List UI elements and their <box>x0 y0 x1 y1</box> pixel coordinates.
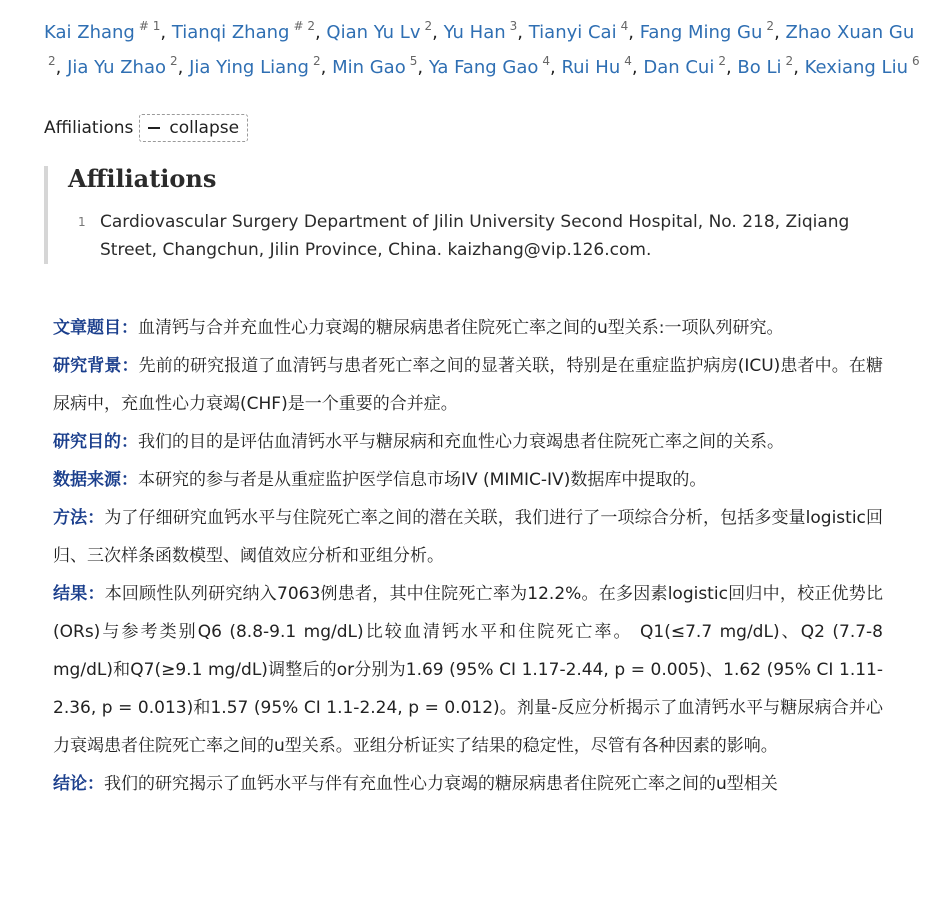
author-affiliation-ref[interactable]: 4 <box>542 54 550 68</box>
author-link[interactable]: Ya Fang Gao <box>428 57 539 78</box>
affiliations-label: Affiliations <box>44 118 134 138</box>
author-link[interactable]: Fang Ming Gu <box>639 22 763 43</box>
summary-paragraph-results <box>53 575 883 765</box>
author-separator: , <box>417 57 429 78</box>
summary-paragraph-conclusion <box>53 765 883 803</box>
author-affiliation-ref[interactable]: 2 <box>170 54 178 68</box>
summary-text: 本研究的参与者是从重症监护医学信息市场IV (MIMIC-IV)数据库中提取的。 <box>138 470 707 490</box>
summary-label: 结果： <box>53 584 105 604</box>
author-link[interactable]: Yu Han <box>443 22 506 43</box>
summary-label: 方法： <box>53 508 105 528</box>
author-separator: , <box>550 57 562 78</box>
author-separator: , <box>160 22 172 43</box>
author-affiliation-ref[interactable]: 2 <box>766 19 775 33</box>
summary-label: 数据来源： <box>53 470 138 490</box>
author-link[interactable]: Rui Hu <box>561 57 621 78</box>
author-affiliation-ref[interactable]: # 2 <box>293 19 315 33</box>
author-link[interactable]: Zhao Xuan Gu <box>785 22 915 43</box>
author-affiliation-ref[interactable]: 3 <box>509 19 518 33</box>
affiliations-toggle-row <box>44 112 248 144</box>
author-affiliation-ref[interactable]: 2 <box>785 54 794 68</box>
summary-text: 本回顾性队列研究纳入7063例患者，其中住院死亡率为12.2%。在多因素logistic回归中，校正优势比(ORs)与参考类别Q6 (8.8-9.1 mg/dL)比较血清钙水平和住院死亡率。 Q1(≤7.7 mg/dL)、Q2 (7.7-8 mg/dL)和Q7(≥9.1 mg/dL)调整后的or分别为1.69 (95% CI 1.17-2.44, p = 0.005)、1.62 (95% CI 1.11-2.36, p = 0.013)和1.57 (95% CI 1.1-2.24, p = 0.012)。剂量-反应分析揭示了血清钙水平与糖尿病合并心力衰竭患者住院死亡率之间的u型关系。亚组分析证实了结果的稳定性，尽管有各种因素的影响。 <box>53 584 884 756</box>
summary-paragraph-background <box>53 347 883 423</box>
author-separator: , <box>774 22 786 43</box>
author-affiliation-ref[interactable]: # 1 <box>138 19 161 33</box>
collapse-button[interactable] <box>139 114 248 142</box>
summary-paragraph-objective <box>53 423 883 461</box>
author-separator: , <box>517 22 529 43</box>
author-affiliation-ref[interactable]: 4 <box>620 19 629 33</box>
author-separator: , <box>177 57 190 78</box>
summary-label: 结论： <box>53 774 104 794</box>
minus-icon <box>148 127 160 129</box>
author-link[interactable]: Qian Yu Lv <box>326 22 421 43</box>
author-affiliation-ref[interactable]: 2 <box>48 54 56 68</box>
summary-label: 研究目的： <box>53 432 138 452</box>
author-separator: , <box>55 57 68 78</box>
author-list <box>44 12 924 82</box>
summary-paragraph-data-source <box>53 461 883 499</box>
author-separator: , <box>793 57 805 78</box>
author-link[interactable]: Jia Yu Zhao <box>67 57 166 78</box>
affiliation-number: 1 <box>78 215 86 229</box>
affiliation-text: Cardiovascular Surgery Department of Jilin University Second Hospital, No. 218, Ziqiang Street, Changchun, Jilin Province, China. kaizhang@vip.126.com. <box>100 212 850 260</box>
summary-paragraph-title <box>53 309 883 347</box>
summary-text: 我们的研究揭示了血钙水平与伴有充血性心力衰竭的糖尿病患者住院死亡率之间的u型相关 <box>104 774 778 794</box>
author-separator: , <box>320 57 333 78</box>
author-affiliation-ref[interactable]: 2 <box>718 54 726 68</box>
summary-paragraph-methods <box>53 499 883 575</box>
summary-label: 文章题目： <box>53 318 138 338</box>
author-affiliation-ref[interactable]: 2 <box>312 54 321 68</box>
summary-text: 先前的研究报道了血清钙与患者死亡率之间的显著关联，特别是在重症监护病房(ICU)患者中。在糖尿病中，充血性心力衰竭(CHF)是一个重要的合并症。 <box>53 356 884 414</box>
author-link[interactable]: Min Gao <box>332 57 406 78</box>
author-link[interactable]: Tianyi Cai <box>528 22 617 43</box>
author-separator: , <box>631 57 644 78</box>
affiliations-panel <box>44 166 898 264</box>
summary-text: 我们的目的是评估血清钙水平与糖尿病和充血性心力衰竭患者住院死亡率之间的关系。 <box>138 432 784 452</box>
author-link[interactable]: Bo Li <box>737 57 782 78</box>
collapse-button-label: collapse <box>169 118 240 138</box>
author-separator: , <box>725 57 738 78</box>
author-link[interactable]: Tianqi Zhang <box>171 22 290 43</box>
affiliations-heading: Affiliations <box>68 164 217 193</box>
author-separator: , <box>314 22 327 43</box>
summary-text: 血清钙与合并充血性心力衰竭的糖尿病患者住院死亡率之间的u型关系:一项队列研究。 <box>138 318 784 338</box>
summary-label: 研究背景： <box>53 356 139 376</box>
chinese-summary <box>53 309 883 803</box>
author-affiliation-ref[interactable]: 5 <box>409 54 418 68</box>
author-link[interactable]: Dan Cui <box>643 57 715 78</box>
author-affiliation-ref[interactable]: 6 <box>911 54 920 68</box>
author-separator: , <box>628 22 640 43</box>
author-link[interactable]: Jia Ying Liang <box>189 57 309 78</box>
summary-text: 为了仔细研究血钙水平与住院死亡率之间的潜在关联，我们进行了一项综合分析，包括多变量logistic回归、三次样条函数模型、阈值效应分析和亚组分析。 <box>53 508 884 566</box>
author-link[interactable]: Kai Zhang <box>44 22 135 43</box>
author-affiliation-ref[interactable]: 4 <box>624 54 632 68</box>
author-separator: , <box>432 22 444 43</box>
author-link[interactable]: Kexiang Liu <box>804 57 908 78</box>
author-affiliation-ref[interactable]: 2 <box>424 19 433 33</box>
